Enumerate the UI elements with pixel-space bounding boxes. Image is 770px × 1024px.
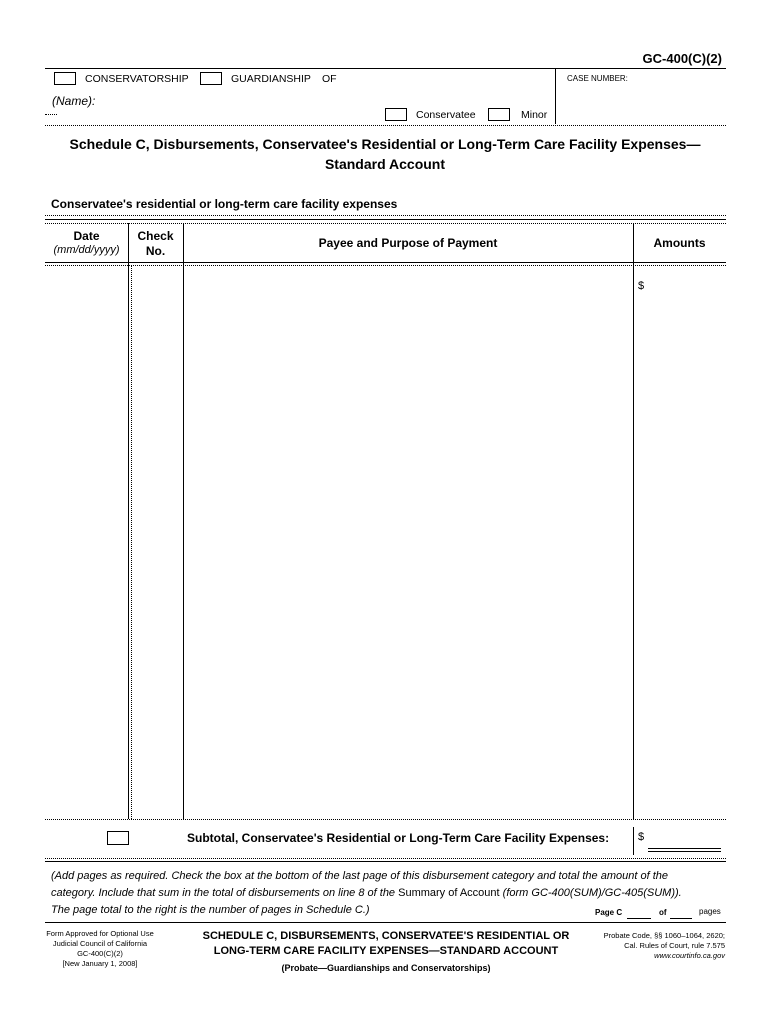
- date-entries-field[interactable]: [46, 268, 126, 816]
- name-field[interactable]: [70, 88, 550, 106]
- page-number-field[interactable]: [627, 906, 651, 919]
- footer-left-2: Judicial Council of California: [52, 939, 148, 948]
- payee-entries-field[interactable]: [186, 268, 631, 816]
- date-column-header: Date: [73, 229, 100, 243]
- header-bottom-rule-1: [45, 262, 726, 263]
- guardianship-label: GUARDIANSHIP: [231, 73, 311, 85]
- name-underline: [45, 114, 57, 115]
- subtotal-currency-symbol: $: [638, 831, 645, 843]
- footer-center-3: (Probate—Guardianships and Conservatorships): [281, 963, 491, 973]
- page-of-label: of: [659, 908, 667, 917]
- case-number-label: CASE NUMBER:: [567, 74, 628, 83]
- table-top-rule-1: [45, 215, 726, 216]
- instructions-line3: The page total to the right is the number of pages in Schedule C.): [51, 904, 370, 916]
- footer-left-4: [New January 1, 2008]: [62, 959, 138, 968]
- total-pages-field[interactable]: [670, 906, 692, 919]
- instructions-line2: [51, 885, 731, 902]
- footer-left: [45, 929, 155, 969]
- subtotal-divider: [633, 827, 634, 855]
- of-label: OF: [322, 73, 337, 85]
- footer-top-rule: [45, 922, 726, 923]
- subtotal-double-rule-2: [648, 851, 721, 852]
- courtinfo-link[interactable]: www.courtinfo.ca.gov: [654, 951, 725, 960]
- pages-label: pages: [699, 907, 721, 916]
- instructions-line2-c: (form GC-400(SUM)/GC-405(SUM)).: [499, 887, 682, 899]
- footer-left-3: GC-400(C)(2): [77, 949, 123, 958]
- minor-checkbox[interactable]: [488, 108, 510, 121]
- subtotal-bottom-rule-2: [45, 861, 726, 862]
- caption-divider: [555, 68, 556, 124]
- amounts-entries-field[interactable]: [646, 268, 724, 816]
- column-divider-amounts: [633, 223, 634, 819]
- conservatorship-checkbox[interactable]: [54, 72, 76, 85]
- footer-right: [565, 931, 725, 961]
- footer-center-1: SCHEDULE C, DISBURSEMENTS, CONSERVATEE'S RESIDENTIAL OR: [202, 930, 570, 942]
- form-title-line1: Schedule C, Disbursements, Conservatee's Residential or Long-Term Care Facility Expenses—: [69, 136, 701, 152]
- date-format-hint: (mm/dd/yyyy): [53, 244, 120, 256]
- guardianship-checkbox[interactable]: [200, 72, 222, 85]
- check-header-line2: No.: [145, 244, 166, 258]
- table-top-rule-2: [45, 219, 726, 220]
- column-divider-check: [183, 223, 184, 819]
- table-bottom-rule: [45, 819, 726, 820]
- minor-label: Minor: [521, 109, 548, 121]
- footer-right-2: Cal. Rules of Court, rule 7.575: [624, 941, 725, 950]
- subtotal-double-rule-1: [648, 848, 721, 849]
- instructions-line2-a: category. Include that sum in the total of disbursements on line 8 of the: [51, 887, 399, 899]
- subtotal-amount-field[interactable]: [647, 828, 721, 848]
- last-page-checkbox[interactable]: [107, 831, 129, 845]
- conservatee-label: Conservatee: [416, 109, 476, 121]
- table-top-rule-3: [45, 223, 726, 224]
- check-no-column-header: [128, 229, 183, 259]
- form-title-line2: Standard Account: [324, 156, 446, 172]
- subtotal-label: Subtotal, Conservatee's Residential or Long-Term Care Facility Expenses:: [187, 831, 610, 845]
- check-header-line1: Check: [137, 229, 174, 243]
- amounts-currency-symbol: $: [638, 280, 645, 292]
- case-number-field[interactable]: [560, 86, 722, 120]
- conservatorship-label: CONSERVATORSHIP: [85, 73, 189, 85]
- footer-center: [170, 929, 602, 976]
- amounts-column-header: Amounts: [653, 236, 706, 250]
- name-label: (Name):: [52, 94, 96, 108]
- footer-right-1: Probate Code, §§ 1060–1064, 2620;: [603, 931, 725, 940]
- instructions-line1: (Add pages as required. Check the box at the bottom of the last page of this disbursement category and total the amount of the: [51, 870, 668, 882]
- form-number: GC-400(C)(2): [642, 51, 722, 66]
- section-heading: Conservatee's residential or long-term care facility expenses: [51, 197, 398, 211]
- payee-column-header: Payee and Purpose of Payment: [318, 236, 498, 250]
- summary-of-account-ref: Summary of Account: [398, 887, 500, 899]
- footer-center-2: LONG-TERM CARE FACILITY EXPENSES—STANDARD ACCOUNT: [213, 945, 559, 957]
- form-title: [40, 134, 730, 174]
- column-divider-check-inner: [131, 265, 132, 819]
- subtotal-bottom-rule-1: [45, 858, 726, 859]
- footer-left-1: Form Approved for Optional Use: [46, 929, 154, 938]
- header-bottom-rule-2: [45, 265, 726, 266]
- column-divider-date: [128, 223, 129, 819]
- page-c-label: Page C: [595, 908, 623, 917]
- check-no-entries-field[interactable]: [133, 268, 181, 816]
- conservatee-checkbox[interactable]: [385, 108, 407, 121]
